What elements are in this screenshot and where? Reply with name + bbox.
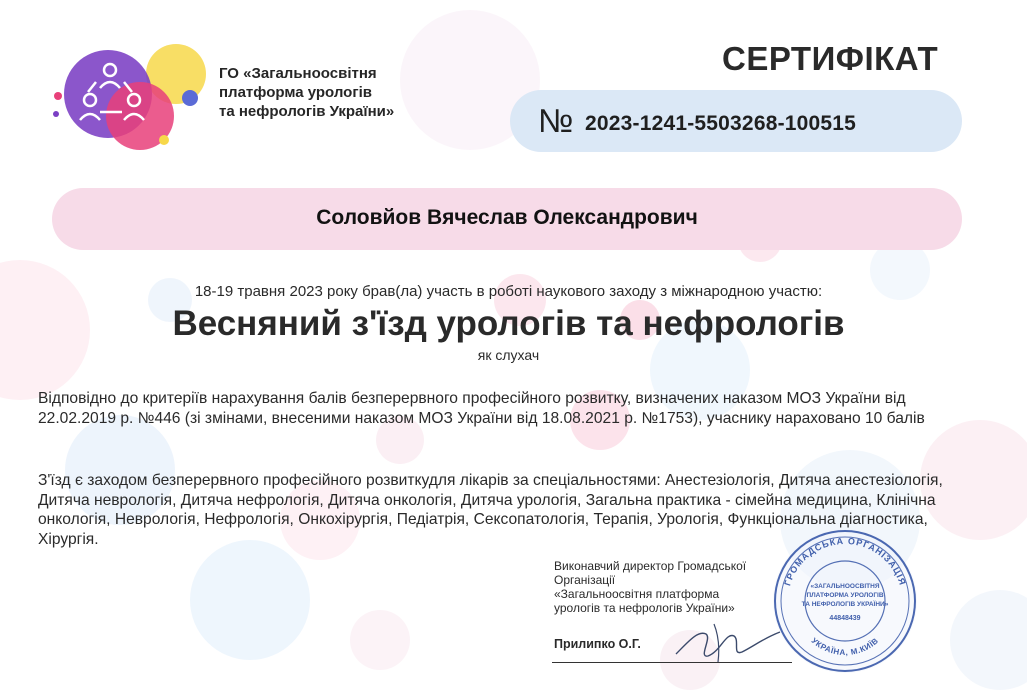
- svg-text:44848439: 44848439: [829, 615, 861, 622]
- certificate-number: 2023-1241-5503268-100515: [585, 112, 857, 135]
- specialties-paragraph: З'їзд є заходом безперервного професійного розвиткудля лікарів за спеціальностями: Анестезіологія, Дитяча анестезіологія, Дитяча неврологія, Дитяча нефрологія, Дитяча онкологія, Дитяча урологія, Загальна практика - сімейна медицина, Клінічна онкологія, Неврологія, Нефрологія, Онкохірургія, Педіатрія, Сексопатологія, Терапія, Урологія, Функціональна діагностика, Хірургія.: [38, 472, 943, 548]
- certificate-title: СЕРТИФІКАТ: [722, 40, 939, 77]
- signer-name: Прилипко О.Г.: [554, 637, 641, 651]
- credits-paragraph: Відповідно до критеріїв нарахування балів безперервного професійного розвитку, визначених наказом МОЗ України від 22.02.2019 р. №446 (зі змінами, внесеними наказом МОЗ України від 18.08.2021 р. №1753), учаснику нараховано 10 балів: [38, 390, 925, 427]
- event-intro: 18-19 травня 2023 року брав(ла) участь в роботі наукового заходу з міжнародною участю:: [194, 283, 823, 300]
- svg-text:ПЛАТФОРМА УРОЛОГІВ: ПЛАТФОРМА УРОЛОГІВ: [806, 592, 884, 599]
- svg-text:«ЗАГАЛЬНООСВІТНЯ: «ЗАГАЛЬНООСВІТНЯ: [810, 583, 880, 590]
- svg-text:ТА НЕФРОЛОГІВ УКРАЇНИ»: ТА НЕФРОЛОГІВ УКРАЇНИ»: [801, 601, 889, 608]
- organization-stamp: [770, 526, 920, 676]
- recipient-name: Соловйов Вячеслав Олександрович: [316, 206, 698, 229]
- signer-position: Виконавчий директор Громадської Організації «Загальноосвітня платформа урологів та нефрологів України»: [554, 559, 747, 615]
- svg-text:ГРОМАДСЬКА ОРГАНІЗАЦІЯ: ГРОМАДСЬКА ОРГАНІЗАЦІЯ: [782, 535, 908, 587]
- organization-name: ГО «Загальноосвітня платформа урологів та нефрологів України»: [219, 65, 395, 120]
- svg-text:УКРАЇНА, М.КИЇВ: УКРАЇНА, М.КИЇВ: [809, 636, 881, 658]
- event-title: Весняний з'їзд урологів та нефрологів: [172, 304, 845, 343]
- participation-role: як слухач: [477, 347, 540, 363]
- number-sign: №: [538, 102, 574, 139]
- organization-logo: [38, 36, 208, 156]
